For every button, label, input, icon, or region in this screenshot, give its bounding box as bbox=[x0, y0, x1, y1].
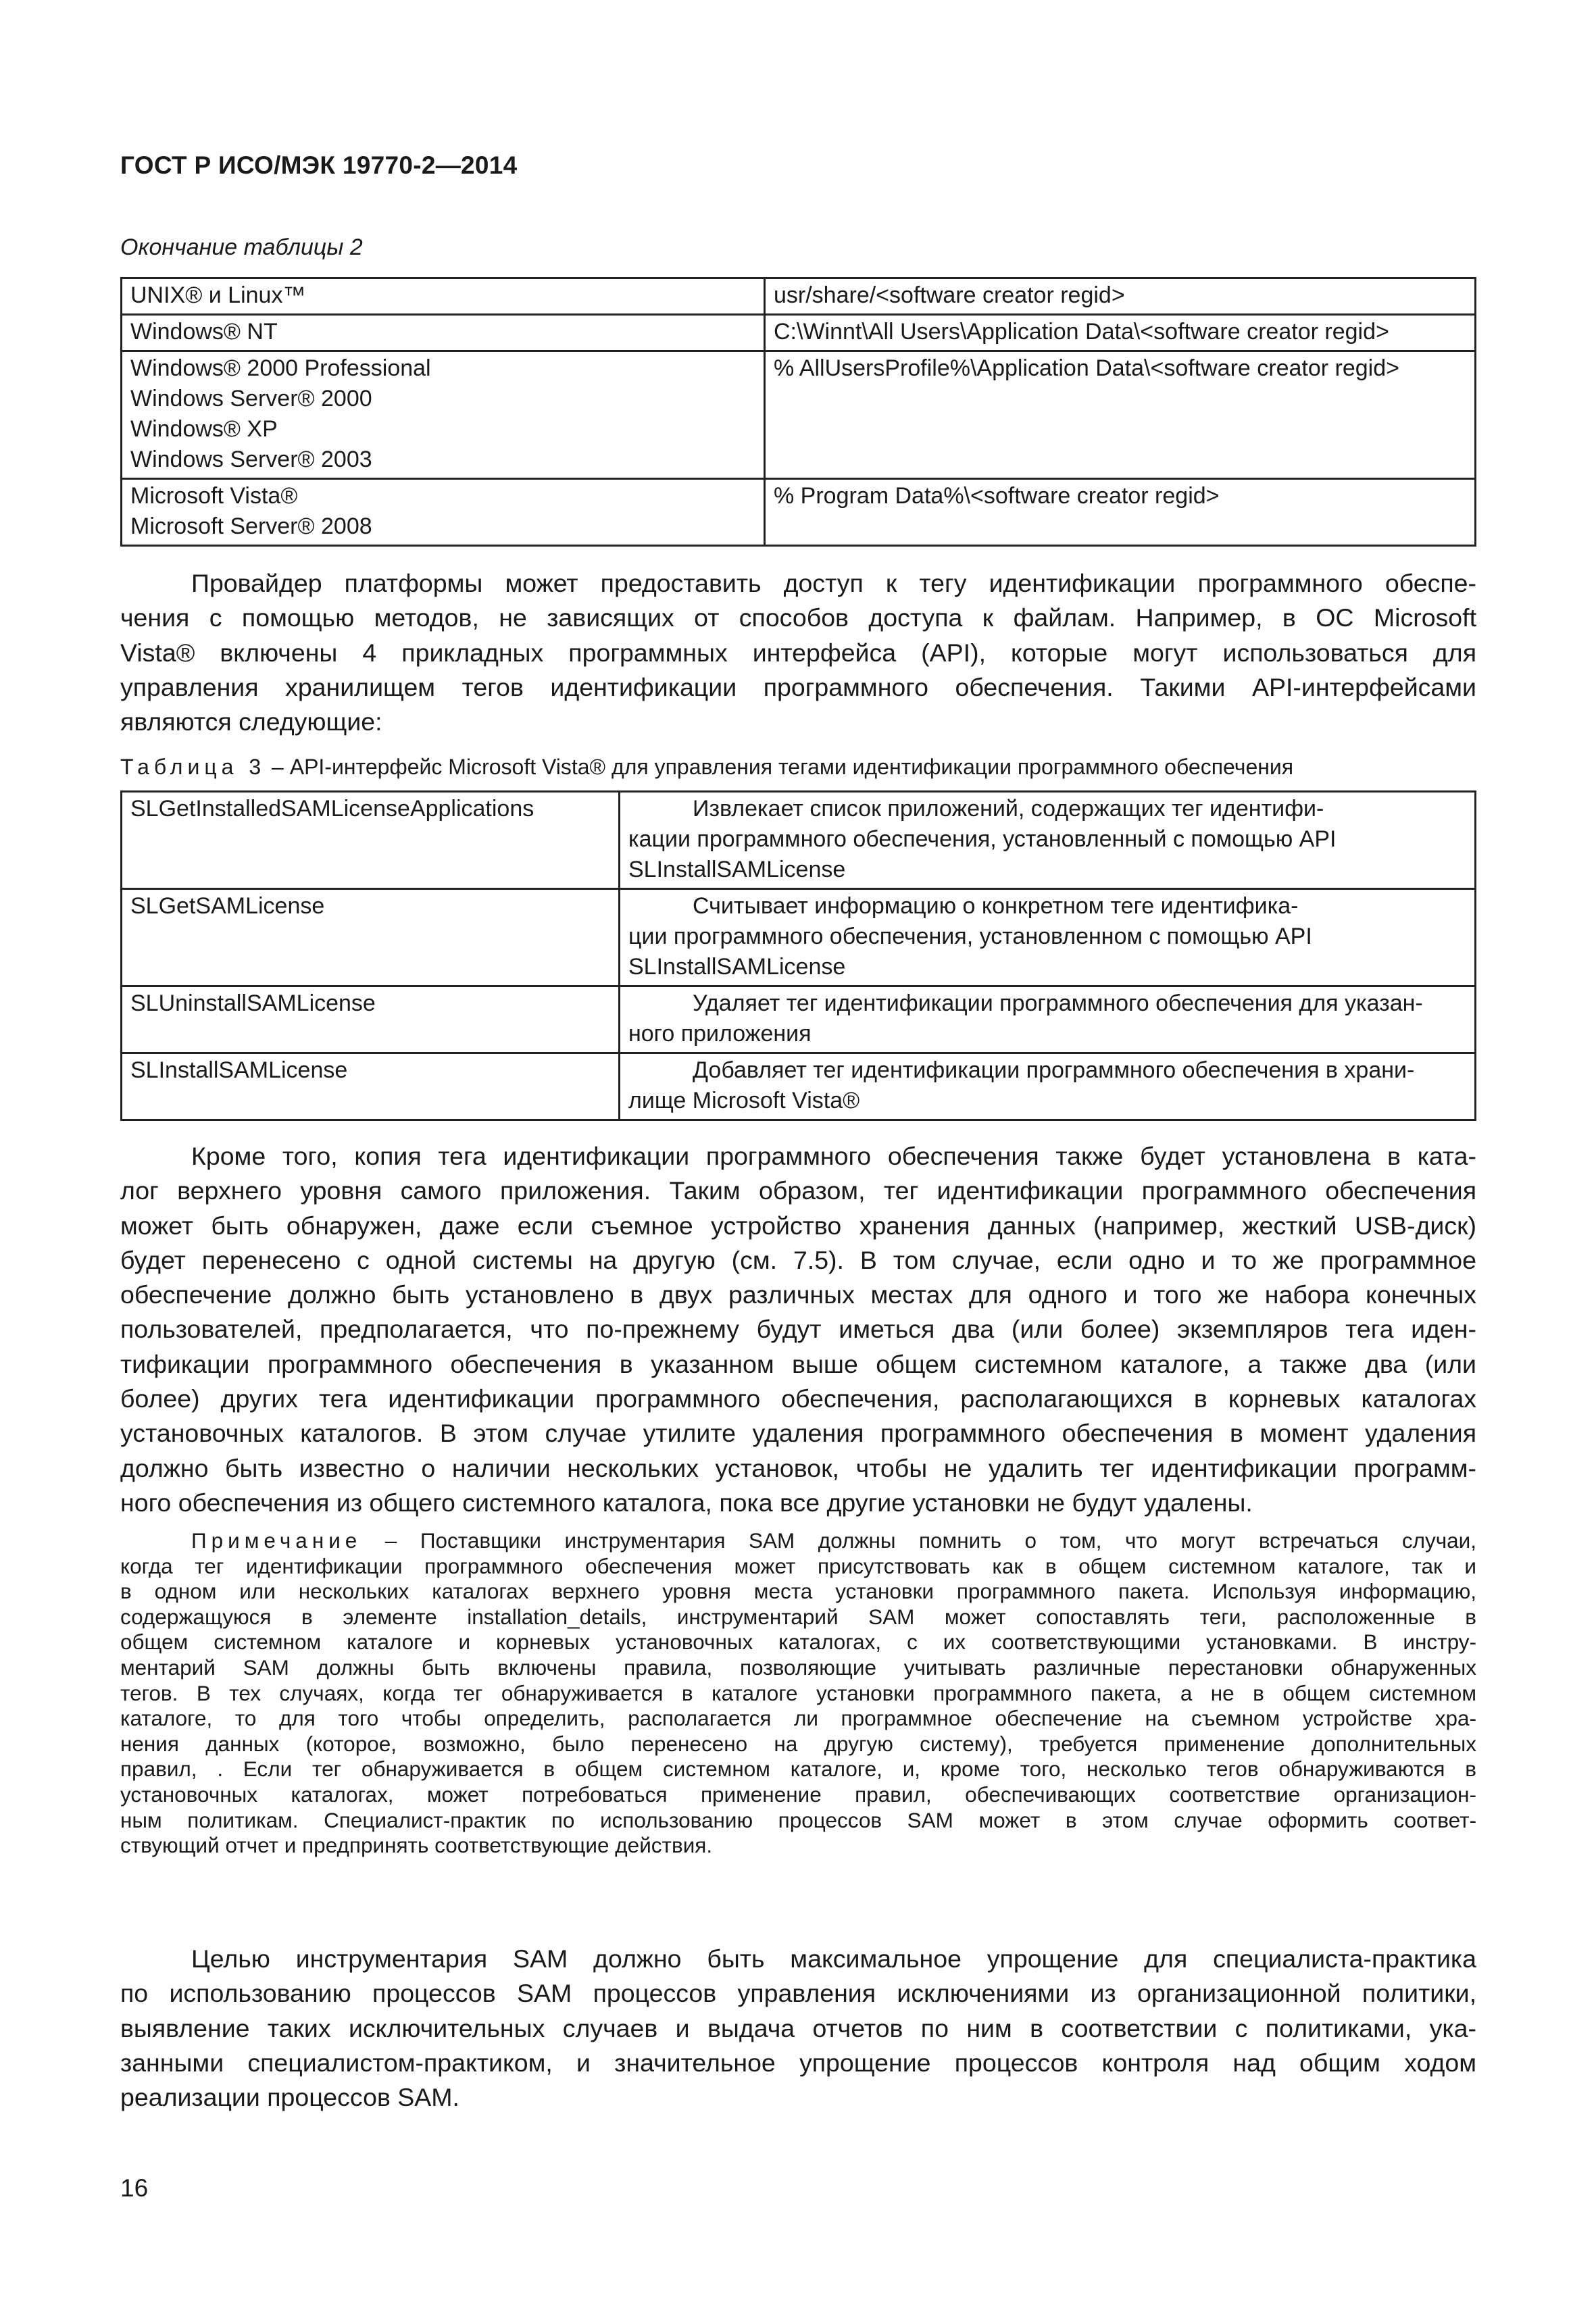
api-name: SLGetInstalledSAMLicenseApplications bbox=[130, 796, 534, 822]
os-name: Windows® 2000 Professional bbox=[130, 355, 431, 381]
description-line: SLInstallSAMLicense bbox=[628, 857, 846, 882]
note-line: общем системном каталоге и корневых установочных каталогах, с их соответствующими установками. В инстру- bbox=[120, 1630, 1476, 1655]
text-line: ного обеспечения из общего системного каталога, пока все другие установки не будут удалены. bbox=[120, 1488, 1253, 1517]
text-line: выявление таких исключительных случаев и выдача отчетов по ним в соответствии с политиками, ука- bbox=[120, 2013, 1476, 2042]
note-line: ментарий SAM должны быть включены правила, позволяющие учитывать различные перестановки обнаруженных bbox=[120, 1655, 1476, 1680]
text-line: тификации программного обеспечения в указанном выше общем системном каталоге, а также два (или bbox=[120, 1349, 1476, 1378]
text-line: Целью инструментария SAM должно быть максимальное упрощение для специалиста-практика bbox=[191, 1944, 1476, 1973]
text-line: по использованию процессов SAM процессов управления исключениями из организационной политики, bbox=[120, 1979, 1476, 2008]
text-line: Vista® включены 4 прикладных программных интерфейса (API), которые могут использоваться для bbox=[120, 638, 1476, 667]
os-cell bbox=[122, 278, 765, 315]
table-2-caption: Окончание таблицы 2 bbox=[120, 234, 363, 260]
text-line: может быть обнаружен, даже если съемное устройство хранения данных (например, жесткий USB-диск) bbox=[120, 1211, 1476, 1240]
os-name: Microsoft Server® 2008 bbox=[130, 513, 372, 539]
text-line: занными специалистом-практиком, и значительное упрощение процессов контроля над общим ходом bbox=[120, 2048, 1476, 2077]
note-line: ствующий отчет и предпринять соответствующие действия. bbox=[120, 1833, 713, 1858]
description-line: Считывает информацию о конкретном теге идентифика- bbox=[693, 893, 1299, 919]
path-cell bbox=[765, 315, 1476, 351]
table-row bbox=[122, 479, 1476, 546]
table-3-label: Таблица 3 bbox=[120, 755, 266, 779]
description-line: SLInstallSAMLicense bbox=[628, 954, 846, 980]
description-line-wrap bbox=[628, 988, 1466, 1019]
text-line: Кроме того, копия тега идентификации программного обеспечения также будет установлена в ката- bbox=[191, 1142, 1476, 1170]
text-line: лог верхнего уровня самого приложения. Таким образом, тег идентификации программного обеспечения bbox=[120, 1176, 1476, 1205]
os-cell bbox=[122, 315, 765, 351]
api-description-cell bbox=[620, 1053, 1476, 1120]
description-line: Добавляет тег идентификации программного обеспечения в храни- bbox=[693, 1057, 1415, 1083]
table-3 bbox=[120, 790, 1476, 1121]
note-line: установочных каталогах, может потребоваться применение правил, обеспечивающих соответствие организацион- bbox=[120, 1782, 1476, 1807]
note-line: правил, . Если тег обнаруживается в общем системном каталоге, и, кроме того, несколько тегов обнаруживаются в bbox=[120, 1757, 1476, 1782]
table-row bbox=[122, 889, 1476, 986]
api-name-cell bbox=[122, 792, 620, 889]
api-name: SLUninstallSAMLicense bbox=[130, 990, 376, 1016]
api-name-cell bbox=[122, 1053, 620, 1120]
os-name: Microsoft Vista® bbox=[130, 483, 298, 509]
note-text: – Поставщики инструментария SAM должны помнить о том, что могут встречаться случаи, bbox=[361, 1528, 1476, 1553]
note-line: тегов. В тех случаях, когда тег обнаруживается в каталоге установки программного пакета, а не в общем системном bbox=[120, 1680, 1476, 1705]
path-value: % AllUsersProfile%\Application Data\<software creator regid> bbox=[774, 355, 1399, 381]
api-description-cell bbox=[620, 889, 1476, 986]
description-line: Удаляет тег идентификации программного обеспечения для указан- bbox=[693, 990, 1423, 1016]
api-description-cell bbox=[620, 986, 1476, 1053]
description-line-wrap bbox=[628, 1055, 1466, 1086]
description-line: кации программного обеспечения, установленный с помощью API bbox=[628, 826, 1337, 852]
path-cell bbox=[765, 278, 1476, 315]
text-line: управления хранилищем тегов идентификации программного обеспечения. Такими API-интерфейсами bbox=[120, 672, 1476, 701]
table-3-caption bbox=[120, 755, 1476, 780]
api-name-cell bbox=[122, 889, 620, 986]
note-line: ным политикам. Специалист-практик по использованию процессов SAM может в этом случае оформить соответ- bbox=[120, 1807, 1476, 1832]
note bbox=[120, 1528, 1476, 1859]
path-cell bbox=[765, 351, 1476, 479]
api-description-cell bbox=[620, 792, 1476, 889]
api-name-cell bbox=[122, 986, 620, 1053]
table-row bbox=[122, 792, 1476, 889]
path-value: C:\Winnt\All Users\Application Data\<software creator regid> bbox=[774, 319, 1389, 345]
text-line: установочных каталогов. В этом случае утилите удаления программного обеспечения в момент удаления bbox=[120, 1419, 1476, 1448]
os-name: UNIX® и Linux™ bbox=[130, 282, 306, 308]
paragraph-2 bbox=[120, 1139, 1476, 1520]
paragraph-1 bbox=[120, 566, 1476, 739]
api-name: SLGetSAMLicense bbox=[130, 893, 325, 919]
text-line: реализации процессов SAM. bbox=[120, 2083, 459, 2112]
text-line: пользователей, предполагается, что по-прежнему будут иметься два (или более) экземпляров тега иден- bbox=[120, 1315, 1476, 1344]
page-number: 16 bbox=[120, 2174, 149, 2202]
table-3-title: – API-интерфейс Microsoft Vista® для управления тегами идентификации программного обеспечения bbox=[266, 755, 1294, 779]
table-row bbox=[122, 986, 1476, 1053]
description-line-wrap bbox=[628, 891, 1466, 922]
text-line: будет перенесено с одной системы на другую (см. 7.5). В том случае, если одно и то же программное bbox=[120, 1245, 1476, 1274]
os-name: Windows® NT bbox=[130, 319, 278, 345]
path-value: usr/share/<software creator regid> bbox=[774, 282, 1125, 308]
os-cell bbox=[122, 351, 765, 479]
description-line: Извлекает список приложений, содержащих тег идентифи- bbox=[693, 796, 1324, 822]
os-cell bbox=[122, 479, 765, 546]
text-line: должно быть известно о наличии нескольких установок, чтобы не удалить тег идентификации программ- bbox=[120, 1453, 1476, 1482]
table-row bbox=[122, 1053, 1476, 1120]
os-name: Windows Server® 2000 bbox=[130, 386, 372, 411]
path-value: % Program Data%\<software creator regid> bbox=[774, 483, 1220, 509]
text-line: обеспечение должно быть установлено в двух различных местах для одного и того же набора конечных bbox=[120, 1280, 1476, 1309]
table-row bbox=[122, 351, 1476, 479]
api-name: SLInstallSAMLicense bbox=[130, 1057, 348, 1083]
text-line: являются следующие: bbox=[120, 707, 382, 736]
note-line: когда тег идентификации программного обеспечения может присутствовать как в общем системном каталоге, так и bbox=[120, 1553, 1476, 1578]
description-line-wrap bbox=[628, 794, 1466, 824]
note-line bbox=[120, 1528, 1476, 1554]
note-line: нения данных (которое, возможно, было перенесено на другую систему), требуется применение дополнительных bbox=[120, 1731, 1476, 1756]
note-label: Примечание bbox=[191, 1528, 362, 1553]
description-line: ции программного обеспечения, установленном с помощью API bbox=[628, 924, 1312, 949]
note-line: содержащуюся в элементе installation_details, инструментарий SAM может сопоставлять теги, расположенные в bbox=[120, 1604, 1476, 1629]
os-name: Windows® XP bbox=[130, 416, 278, 442]
table-row bbox=[122, 278, 1476, 315]
table-2 bbox=[120, 277, 1476, 547]
description-line: ного приложения bbox=[628, 1021, 812, 1047]
document-header: ГОСТ Р ИСО/МЭК 19770-2—2014 bbox=[120, 151, 518, 179]
paragraph-3 bbox=[120, 1942, 1476, 2115]
note-line: в одном или нескольких каталогах верхнего уровня места установки программного пакета. Используя информацию, bbox=[120, 1579, 1476, 1604]
os-name: Windows Server® 2003 bbox=[130, 447, 372, 472]
text-line: более) других тега идентификации программного обеспечения, располагающихся в корневых каталогах bbox=[120, 1384, 1476, 1413]
text-line: чения с помощью методов, не зависящих от способов доступа к файлам. Например, в ОС Microsoft bbox=[120, 603, 1476, 632]
table-row bbox=[122, 315, 1476, 351]
note-line: каталоге, то для того чтобы определить, располагается ли программное обеспечение на съемном устройстве хра- bbox=[120, 1706, 1476, 1731]
description-line: лище Microsoft Vista® bbox=[628, 1088, 860, 1113]
text-line: Провайдер платформы может предоставить доступ к тегу идентификации программного обеспе- bbox=[191, 569, 1476, 597]
path-cell bbox=[765, 479, 1476, 546]
